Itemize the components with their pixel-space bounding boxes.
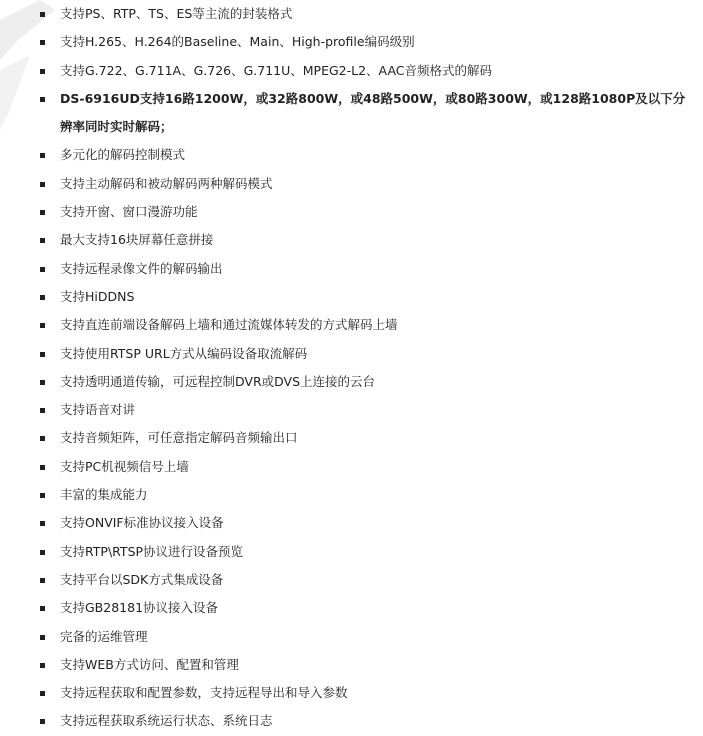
bullet-icon xyxy=(40,323,45,328)
list-item-highlight xyxy=(36,85,696,142)
bullet-icon xyxy=(40,352,45,357)
list-item xyxy=(36,566,696,594)
list-item xyxy=(36,453,696,481)
bullet-icon xyxy=(40,295,45,300)
feature-text: 支持开窗、窗口漫游功能 xyxy=(60,204,198,220)
list-item xyxy=(36,340,696,368)
bullet-icon xyxy=(40,408,45,413)
feature-text: 支持音频矩阵，可任意指定解码音频输出口 xyxy=(60,430,298,446)
feature-text: 支持语音对讲 xyxy=(60,402,136,418)
list-item xyxy=(36,707,696,735)
list-item xyxy=(36,651,696,679)
list-item xyxy=(36,594,696,622)
feature-text: 支持H.265、H.264的Baseline、Main、High-profile编码级别 xyxy=(60,34,415,50)
bullet-icon xyxy=(40,663,45,668)
feature-text: 支持ONVIF标准协议接入设备 xyxy=(60,515,224,531)
feature-text: 支持透明通道传输，可远程控制DVR或DVS上连接的云台 xyxy=(60,373,376,389)
list-item xyxy=(36,283,696,311)
bullet-icon xyxy=(40,40,45,45)
feature-text: DS-6916UD支持16路1200W，或32路800W，或48路500W，或80路300W，或128路1080P及以下分辨率同时实时解码； xyxy=(60,90,686,135)
bullet-icon xyxy=(40,436,45,441)
list-item xyxy=(36,311,696,339)
bullet-icon xyxy=(40,606,45,611)
feature-text: 完备的运维管理 xyxy=(60,628,148,644)
feature-text: 丰富的集成能力 xyxy=(60,487,148,503)
bullet-icon xyxy=(40,719,45,724)
list-item xyxy=(36,623,696,651)
bullet-icon xyxy=(40,380,45,385)
bullet-icon xyxy=(40,97,45,102)
bullet-icon xyxy=(40,493,45,498)
bullet-icon xyxy=(40,267,45,272)
list-item xyxy=(36,538,696,566)
feature-text: 支持PC机视频信号上墙 xyxy=(60,458,189,474)
bullet-icon xyxy=(40,69,45,74)
feature-text: 支持使用RTSP URL方式从编码设备取流解码 xyxy=(60,345,308,361)
list-item xyxy=(36,396,696,424)
bullet-icon xyxy=(40,635,45,640)
list-item xyxy=(36,509,696,537)
bullet-icon xyxy=(40,550,45,555)
list-item xyxy=(36,679,696,707)
feature-text: 支持PS、RTP、TS、ES等主流的封装格式 xyxy=(60,6,293,21)
feature-text: 支持WEB方式访问、配置和管理 xyxy=(60,656,239,672)
feature-text: 支持直连前端设备解码上墙和通过流媒体转发的方式解码上墙 xyxy=(60,317,398,333)
bullet-icon xyxy=(40,153,45,158)
list-item xyxy=(36,226,696,254)
list-item xyxy=(36,141,696,169)
bullet-icon xyxy=(40,465,45,470)
list-item xyxy=(36,255,696,283)
feature-text: 支持远程获取系统运行状态、系统日志 xyxy=(60,713,273,729)
bullet-icon xyxy=(40,578,45,583)
list-item xyxy=(36,57,696,85)
bullet-icon xyxy=(40,182,45,187)
feature-text: 支持HiDDNS xyxy=(60,288,135,304)
feature-text: 最大支持16块屏幕任意拼接 xyxy=(60,232,214,248)
list-item xyxy=(36,368,696,396)
feature-text: 支持平台以SDK方式集成设备 xyxy=(60,571,224,587)
feature-text: 支持GB28181协议接入设备 xyxy=(60,600,219,616)
feature-text: 支持G.722、G.711A、G.726、G.711U、MPEG2-L2、AAC音频格式的解码 xyxy=(60,62,493,78)
feature-text: 支持远程获取和配置参数，支持远程导出和导入参数 xyxy=(60,685,348,701)
bullet-icon xyxy=(40,12,45,17)
bullet-icon xyxy=(40,691,45,696)
feature-text: 支持主动解码和被动解码两种解码模式 xyxy=(60,175,273,191)
feature-text: 多元化的解码控制模式 xyxy=(60,147,186,163)
feature-text: 支持远程录像文件的解码输出 xyxy=(60,260,223,276)
bullet-icon xyxy=(40,210,45,215)
feature-list xyxy=(36,0,696,736)
list-item xyxy=(36,424,696,452)
bullet-icon xyxy=(40,238,45,243)
list-item xyxy=(36,28,696,56)
feature-text: 支持RTP\RTSP协议进行设备预览 xyxy=(60,543,244,559)
bullet-icon xyxy=(40,521,45,526)
list-item xyxy=(36,481,696,509)
list-item xyxy=(36,0,696,28)
list-item xyxy=(36,170,696,198)
list-item xyxy=(36,198,696,226)
